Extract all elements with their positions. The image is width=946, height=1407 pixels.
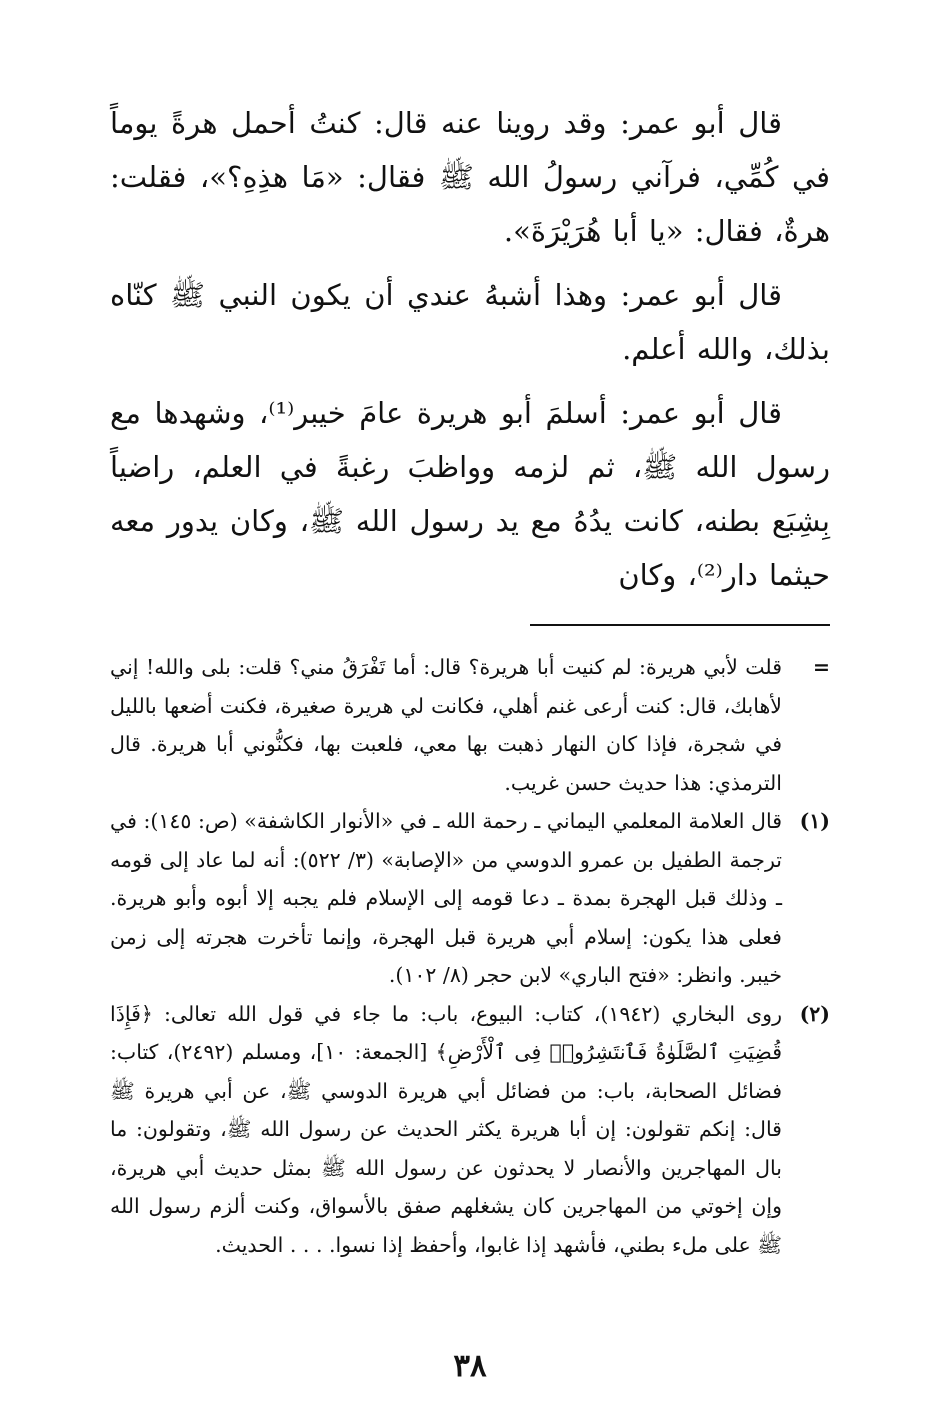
footnote-2 <box>110 995 830 1265</box>
book-page <box>110 96 830 1386</box>
main-paragraph-2: قال أبو عمر: وهذا أشبهُ عندي أن يكون النبي ﷺ كنّاه بذلك، والله أعلم. <box>110 278 830 366</box>
footnote-marker: = <box>812 655 830 679</box>
main-paragraph-3: قال أبو عمر: أسلمَ أبو هريرة عامَ خيبر⁽¹⁾، وشهدها مع رسول الله ﷺ، ثم لزمه وواظبَ رغبةً في العلم، راضياً بِشِبَع بطنه، كانت يدُهُ مع يد رسول الله ﷺ، وكان يدور معه حيثما دار⁽²⁾، وكان <box>110 396 830 592</box>
footnote-text: قال العلامة المعلمي اليماني ـ رحمة الله ـ في «الأنوار الكاشفة» (ص: ١٤٥): في ترجمة الطفيل بن عمرو الدوسي من «الإصابة» (٣/ ٥٢٢): أنه لما عاد إلى قومه ـ وذلك قبل الهجرة بمدة ـ دعا قومه إلى الإسلام فلم يجبه إلا أبوه وأبو هريرة. فعلى هذا يكون: إسلام أبي هريرة قبل الهجرة، وإنما تأخرت هجرته إلى زمن خيبر. وانظر: «فتح الباري» لابن حجر (٨/ ١٠٢). <box>110 809 782 987</box>
page-number: ٣٨ <box>453 1348 487 1384</box>
footnote-text: قلت لأبي هريرة: لم كنيت أبا هريرة؟ قال: أما تَفْرَقُ مني؟ قلت: بلى والله! إني لأهابك، قال: كنت أرعى غنم أهلي، فكانت لي هريرة صغيرة، فكنت أضعها بالليل في شجرة، فإذا كان النهار ذهبت بها معي، فلعبت بها، فكنُّوني أبا هريرة. قال الترمذي: هذا حديث حسن غريب. <box>110 655 782 795</box>
main-paragraph-1: قال أبو عمر: وقد روينا عنه قال: كنتُ أحمل هرةً يوماً في كُمِّي، فرآني رسولُ الله ﷺ فقال: «مَا هذِهِ؟»، فقلت: هرةٌ، فقال: «يا أبا هُرَيْرَةَ». <box>110 106 830 248</box>
footnote-marker: (٢) <box>799 1001 830 1026</box>
footnote-continuation <box>110 648 830 802</box>
footnote-1 <box>110 802 830 995</box>
footnote-separator <box>530 624 830 626</box>
footnote-marker: (١) <box>799 809 830 833</box>
main-text <box>110 96 830 602</box>
footnotes <box>110 648 830 1264</box>
footnote-text: روى البخاري (١٩٤٢)، كتاب: البيوع، باب: ما جاء في قول الله تعالى: ﴿فَإِذَا قُضِيَتِ ٱلصَّلَوٰةُ فَٱنتَشِرُوا۟ فِى ٱلْأَرْضِ﴾ [الجمعة: ١٠]، ومسلم (٢٤٩٢)، كتاب: فضائل الصحابة، باب: من فضائل أبي هريرة الدوسي ﷺ، عن أبي هريرة ﷺ قال: إنكم تقولون: إن أبا هريرة يكثر الحديث عن رسول الله ﷺ، وتقولون: ما بال المهاجرين والأنصار لا يحدثون عن رسول الله ﷺ بمثل حديث أبي هريرة، وإن إخوتي من المهاجرين كان يشغلهم صفق بالأسواق، وكنت ألزم رسول الله ﷺ على ملء بطني، فأشهد إذا غابوا، وأحفظ إذا نسوا. . . . الحديث. <box>110 1001 783 1257</box>
